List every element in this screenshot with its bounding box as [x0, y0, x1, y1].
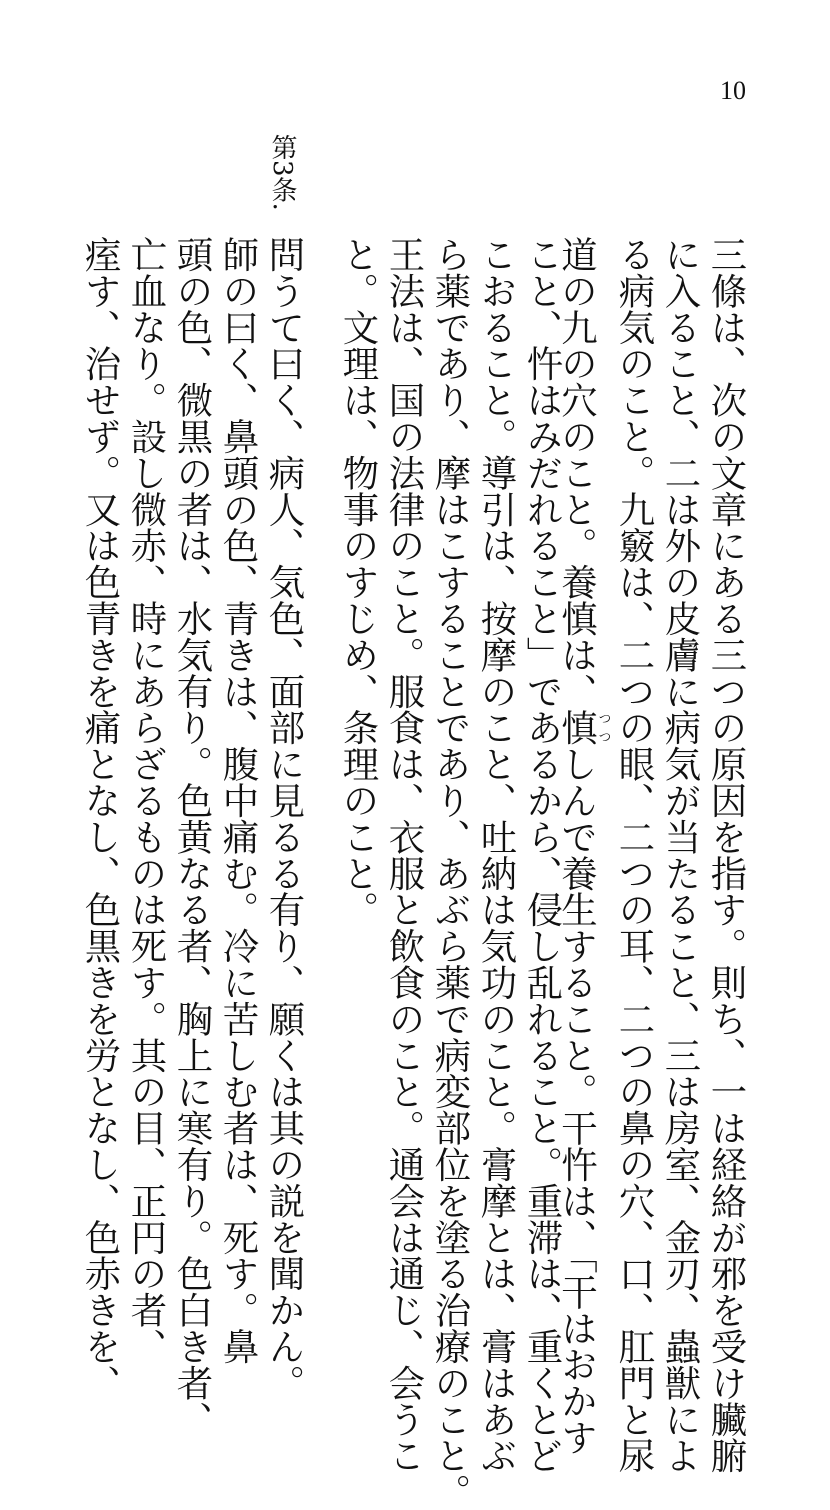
paragraph2-line-1: 問うて曰く、病人、気色、面部に見るる有り、願くは其の説を聞かん。 [263, 236, 306, 1401]
paragraph1-line-2: に入ること、二は外の皮膚に病気が当たること、三は房室、金刃、蟲獣によ [659, 236, 702, 1474]
paragraph1-line-1: 三條は、次の文章にある三つの原因を指す。則ち、一は経絡が邪を受け臟腑 [705, 236, 748, 1474]
paragraph2-line-3: 頭の色、微黒の者は、水気有り。色黄なる者、胸上に寒有り。色白き者、 [171, 236, 214, 1438]
page-number: 10 [720, 76, 746, 105]
paragraph1-line-3: る病気のこと。九竅は、二つの眼、二つの耳、二つの鼻の穴、口、肛門と尿 [613, 236, 656, 1474]
paragraph2-line-5: 痓す、治せず。又は色青きを痛となし、色黒きを労となし、色赤きを、 [79, 236, 122, 1401]
ruby-annotation: つつ [595, 709, 611, 746]
paragraph1-line-6: こおること。導引は、按摩のこと、吐納は気功のこと。膏摩とは、膏はあぶ [475, 236, 518, 1474]
paragraph1-line-5: こと、忤はみだれること」であるから、侵し乱れること。重滞は、重くとど [521, 236, 564, 1474]
paragraph2-line-2: 師の曰く、鼻頭の色、青きは、腹中痛む。冷に苦しむ者は、死す。鼻 [217, 236, 260, 1365]
line-4-part-1: 道の九の穴のこと。養慎は、 [555, 236, 599, 710]
paragraph1-line-7: ら薬であり、摩はこすることであり、あぶら薬で病変部位を塗る治療のこと。 [429, 236, 472, 1510]
paragraph1-line-8: 王法は、国の法律のこと。服食は、衣服と飲食のこと。通会は通じ、会うこ [383, 236, 426, 1474]
line-4-part-2: しんで養生すること。干忤は、「干はおかす [555, 745, 599, 1456]
paragraph1-line-9: と。文理は、物事のすじめ、条理のこと。 [337, 236, 380, 928]
paragraph1-line-4 [555, 236, 611, 1456]
ruby-base: 慎 [555, 709, 599, 746]
paragraph2-line-4: 亡血なり。設し微赤、時にあらざるものは死す。其の目、正円の者、 [125, 236, 168, 1365]
article-heading: 第3条. [267, 134, 297, 211]
